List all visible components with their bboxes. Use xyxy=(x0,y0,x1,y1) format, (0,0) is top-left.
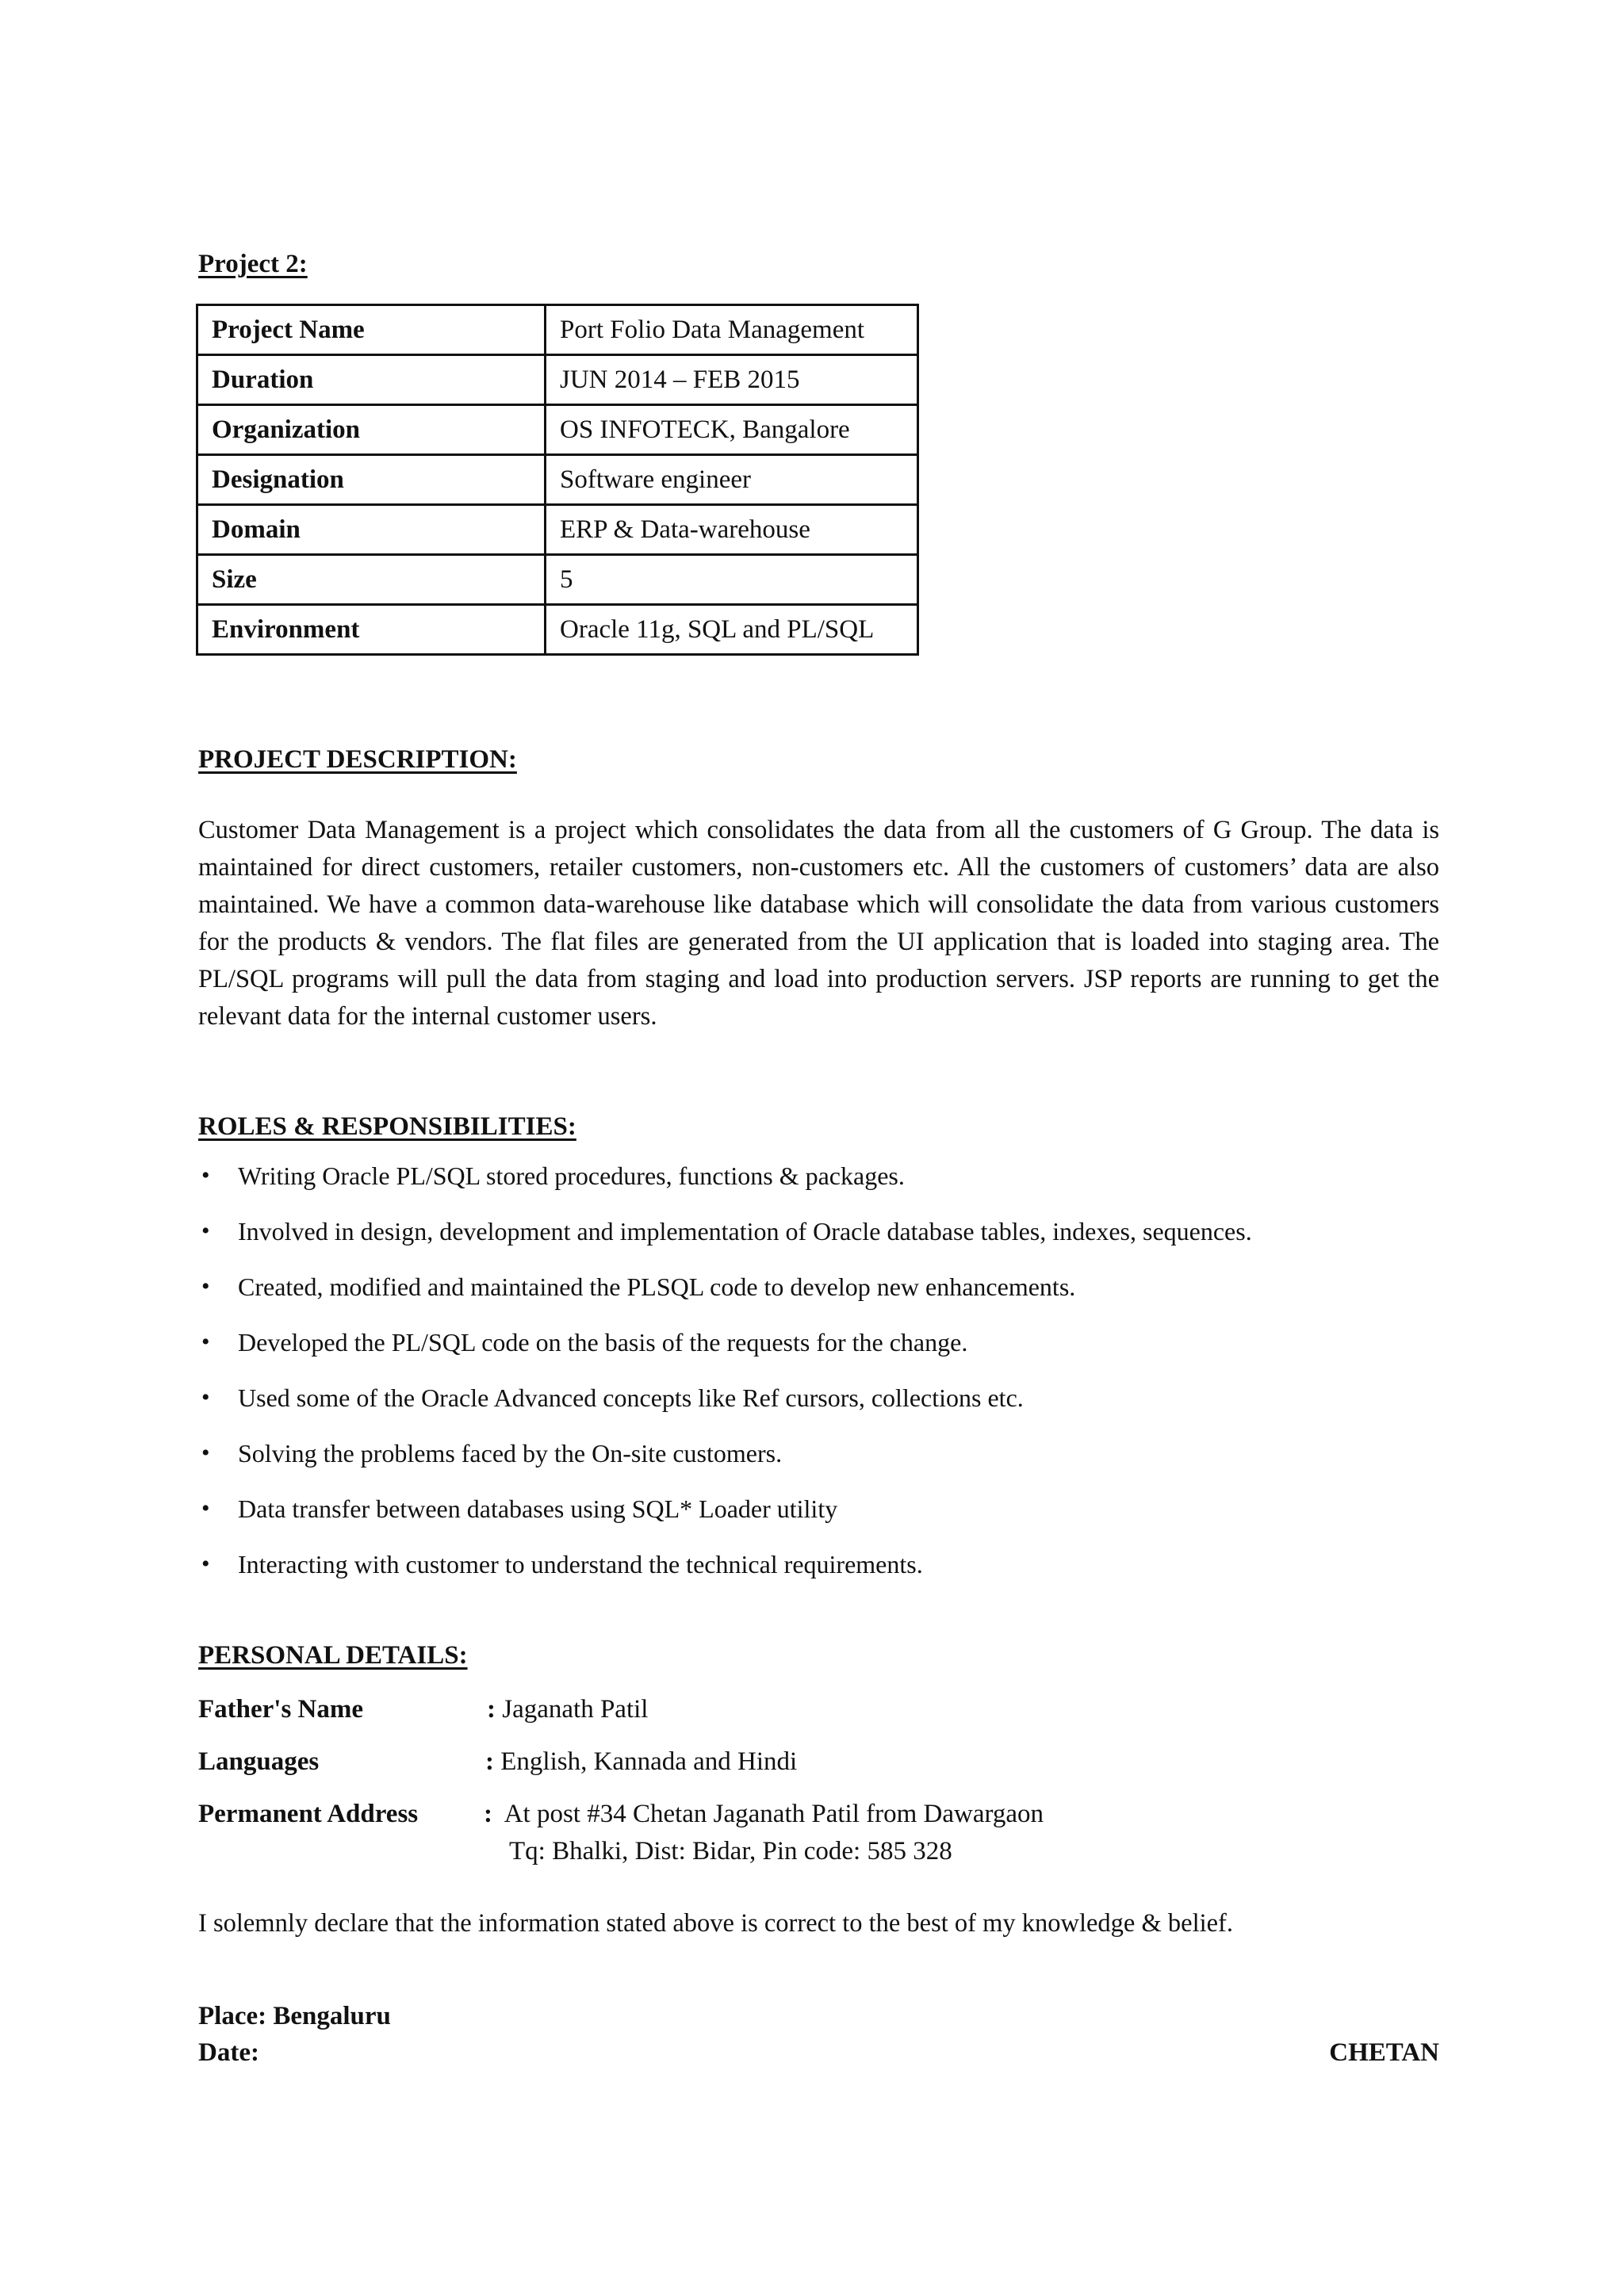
declaration: I solemnly declare that the information stated above is correct to the best of my knowledge & belief. xyxy=(198,1909,1233,1938)
place: Place: Bengaluru xyxy=(198,2002,391,2030)
bullet-icon: • xyxy=(201,1440,210,1466)
colon: : xyxy=(487,1695,496,1724)
description-heading: PROJECT DESCRIPTION: xyxy=(198,745,517,774)
bullet-icon: • xyxy=(201,1218,210,1244)
list-item-text: Writing Oracle PL/SQL stored procedures, functions & packages. xyxy=(238,1161,905,1190)
list-item-text: Developed the PL/SQL code on the basis of the requests for the change. xyxy=(238,1328,968,1357)
list-item-text: Involved in design, development and implementation of Oracle database tables, indexes, sequences. xyxy=(238,1217,1252,1246)
fathers-name-text: Jaganath Patil xyxy=(502,1695,649,1724)
languages-text: English, Kannada and Hindi xyxy=(500,1747,798,1776)
table-row xyxy=(197,455,918,505)
bullet-icon: • xyxy=(201,1329,210,1355)
table-row xyxy=(197,355,918,405)
row-key: Duration xyxy=(197,355,546,405)
table-row xyxy=(197,555,918,605)
row-key: Organization xyxy=(197,405,546,455)
bullet-icon: • xyxy=(201,1162,210,1188)
list-item-text: Used some of the Oracle Advanced concepts like Ref cursors, collections etc. xyxy=(238,1383,1024,1412)
languages-label: Languages xyxy=(198,1747,320,1776)
row-key: Domain xyxy=(197,505,546,555)
row-value: ERP & Data-warehouse xyxy=(546,505,918,555)
list-item xyxy=(198,1215,1252,1271)
roles-heading: ROLES & RESPONSIBILITIES: xyxy=(198,1112,576,1141)
address-line2: Tq: Bhalki, Dist: Bidar, Pin code: 585 328 xyxy=(509,1837,952,1866)
address-line1-text: At post #34 Chetan Jaganath Patil from Dawargaon xyxy=(504,1800,1044,1828)
list-item xyxy=(198,1548,1252,1604)
signature-name: CHETAN xyxy=(1329,2038,1439,2067)
project-heading: Project 2: xyxy=(198,250,308,278)
date: Date: xyxy=(198,2038,259,2067)
list-item-text: Data transfer between databases using SQL* Loader utility xyxy=(238,1494,838,1523)
colon: : xyxy=(484,1800,492,1828)
fathers-name-label: Father's Name xyxy=(198,1695,364,1724)
colon: : xyxy=(485,1747,494,1776)
address-label: Permanent Address xyxy=(198,1800,419,1828)
languages-value xyxy=(485,1747,797,1777)
list-item xyxy=(198,1160,1252,1215)
row-value: 5 xyxy=(546,555,918,605)
table-row xyxy=(197,305,918,355)
row-value: Software engineer xyxy=(546,455,918,505)
project-table xyxy=(196,304,919,656)
row-key: Size xyxy=(197,555,546,605)
bullet-icon: • xyxy=(201,1384,210,1410)
row-value: Oracle 11g, SQL and PL/SQL xyxy=(546,605,918,655)
bullet-icon: • xyxy=(201,1551,210,1577)
row-key: Project Name xyxy=(197,305,546,355)
bullet-icon: • xyxy=(201,1495,210,1521)
list-item-text: Interacting with customer to understand the technical requirements. xyxy=(238,1550,923,1578)
bullet-icon: • xyxy=(201,1273,210,1299)
list-item-text: Created, modified and maintained the PLSQL code to develop new enhancements. xyxy=(238,1272,1076,1301)
roles-list xyxy=(198,1160,1252,1604)
personal-heading: PERSONAL DETAILS: xyxy=(198,1641,468,1670)
row-key: Designation xyxy=(197,455,546,505)
row-value: OS INFOTECK, Bangalore xyxy=(546,405,918,455)
list-item xyxy=(198,1326,1252,1382)
row-key: Environment xyxy=(197,605,546,655)
description-text: Customer Data Management is a project which consolidates the data from all the customers of G Group. The data is maintained for direct customers, retailer customers, non-customers etc. All the customers of customers’ data are also maintained. We have a common data-warehouse like database which will consolidate the data from various customers for the products & vendors. The flat files are generated from the UI application that is loaded into staging area. The PL/SQL programs will pull the data from staging and load into production servers. JSP reports are running to get the relevant data for the internal customer users. xyxy=(198,816,1439,1031)
list-item xyxy=(198,1493,1252,1548)
address-line1 xyxy=(484,1800,1044,1829)
list-item xyxy=(198,1437,1252,1493)
table-row xyxy=(197,505,918,555)
list-item xyxy=(198,1382,1252,1437)
table-row xyxy=(197,605,918,655)
row-value: Port Folio Data Management xyxy=(546,305,918,355)
list-item-text: Solving the problems faced by the On-site customers. xyxy=(238,1439,783,1468)
list-item xyxy=(198,1271,1252,1326)
fathers-name-value xyxy=(487,1695,648,1724)
row-value: JUN 2014 – FEB 2015 xyxy=(546,355,918,405)
table-row xyxy=(197,405,918,455)
